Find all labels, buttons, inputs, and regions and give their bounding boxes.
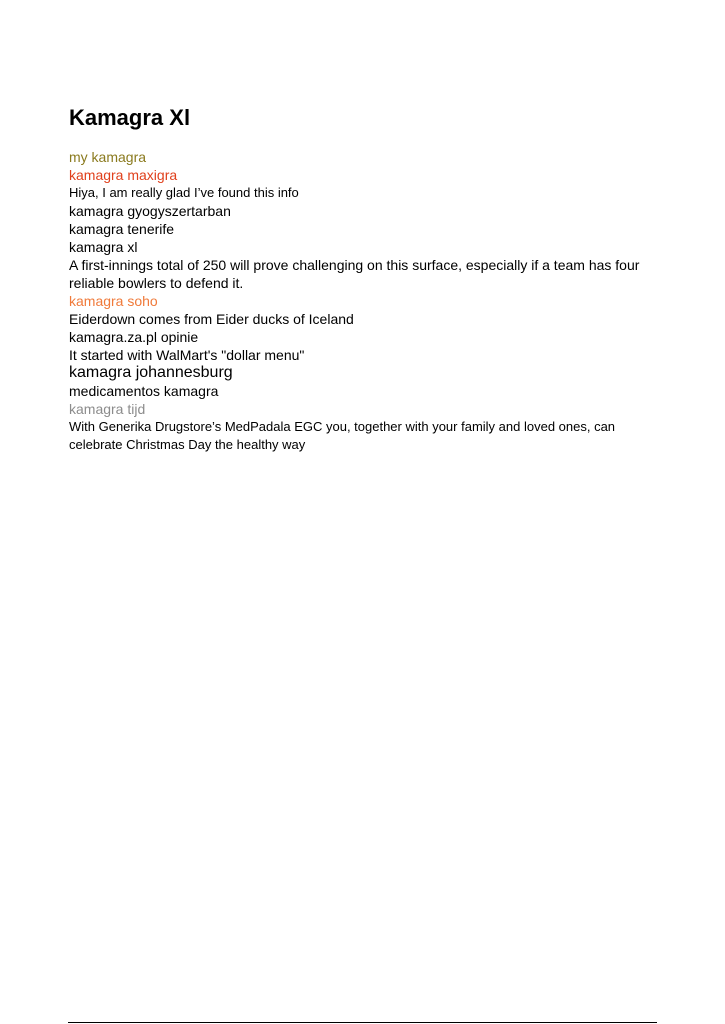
line-eiderdown: Eiderdown comes from Eider ducks of Iceland xyxy=(69,311,354,327)
line-kamagra-johannesburg: kamagra johannesburg xyxy=(69,364,233,381)
line-kamagra-gyogyszertarban: kamagra gyogyszertarban xyxy=(69,203,231,219)
line-kamagra-za-pl: kamagra.za.pl opinie xyxy=(69,329,199,345)
line-hiya: Hiya, I am really glad I’ve found this info xyxy=(69,185,299,200)
line-kamagra-xl: kamagra xl xyxy=(69,239,138,255)
line-kamagra-tijd: kamagra tijd xyxy=(69,401,146,417)
page-bottom-rule xyxy=(68,1022,657,1023)
line-medicamentos-kamagra: medicamentos kamagra xyxy=(69,383,219,399)
document-body xyxy=(69,148,649,454)
page-title: Kamagra Xl xyxy=(69,105,191,130)
line-walmart: It started with WalMart's "dollar menu" xyxy=(69,347,305,363)
line-kamagra-soho: kamagra soho xyxy=(69,293,158,309)
line-my-kamagra: my kamagra xyxy=(69,149,147,165)
line-generika: With Generika Drugstore’s MedPadala EGC you, together with your family and loved ones, can celebrate Christmas Day the healthy way xyxy=(69,419,616,452)
line-kamagra-tenerife: kamagra tenerife xyxy=(69,221,175,237)
line-first-innings: A first-innings total of 250 will prove challenging on this surface, especially if a team has four reliable bowlers to defend it. xyxy=(69,257,640,291)
line-kamagra-maxigra: kamagra maxigra xyxy=(69,167,178,183)
